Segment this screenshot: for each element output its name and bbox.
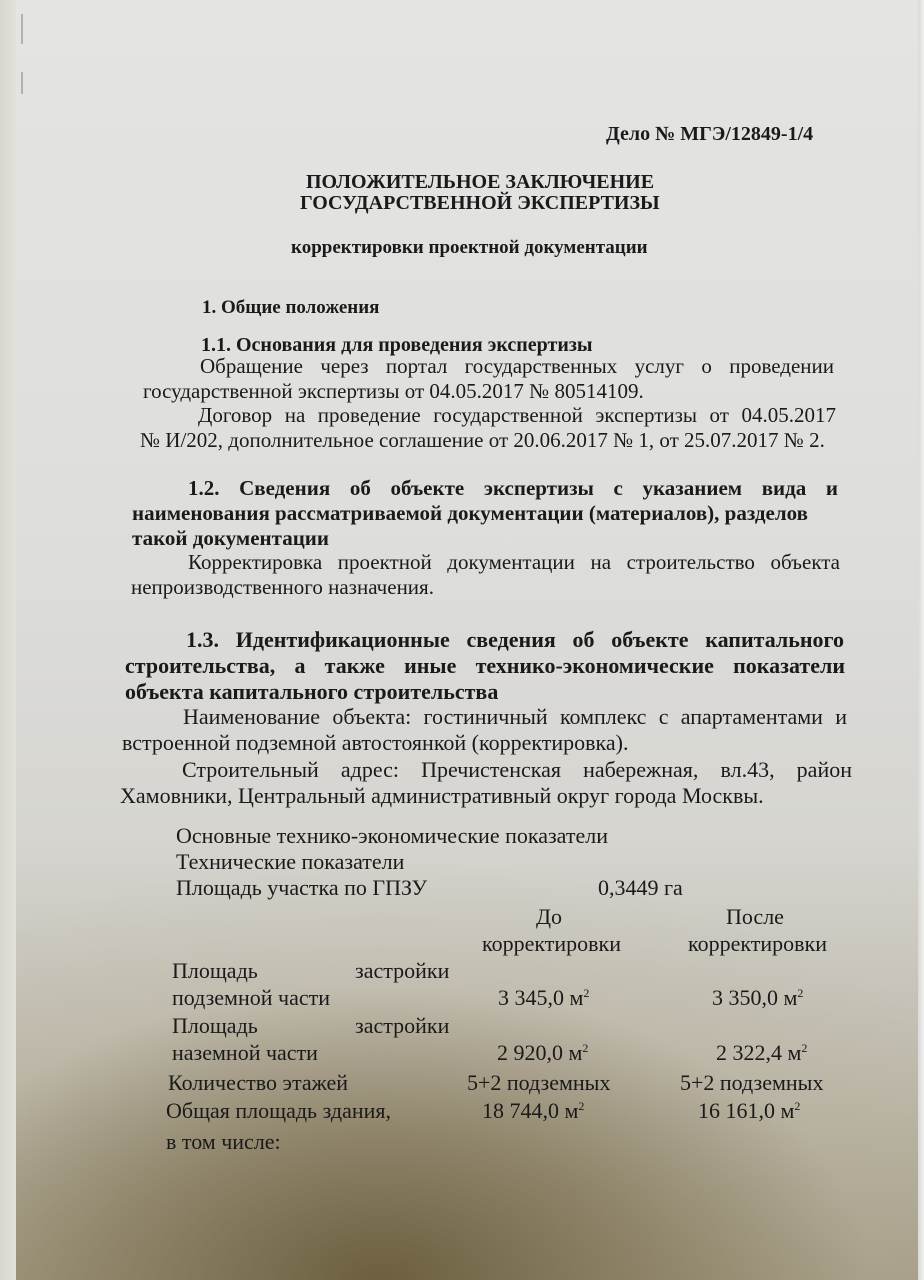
unit: м bbox=[787, 1040, 802, 1065]
paragraph: встроенной подземной автостоянкой (корректировка). bbox=[122, 730, 629, 755]
column-before-header: До bbox=[536, 904, 563, 929]
value: 3 350,0 bbox=[712, 985, 778, 1010]
row-label: Количество этажей bbox=[168, 1070, 349, 1095]
row-label: подземной части bbox=[172, 985, 331, 1010]
unit: м bbox=[564, 1098, 579, 1123]
row-label: в том числе: bbox=[166, 1129, 281, 1154]
paragraph: Хамовники, Центральный административный округ города Москвы. bbox=[120, 783, 764, 808]
section-1-2-heading: такой документации bbox=[132, 526, 329, 550]
column-after-header: корректировки bbox=[688, 931, 827, 956]
binding-mark bbox=[21, 72, 23, 94]
binding-mark bbox=[21, 14, 23, 44]
case-number: Дело № МГЭ/12849-1/4 bbox=[606, 123, 814, 145]
paragraph: Строительный адрес: Пречистенская набережная, вл.43, район bbox=[182, 757, 852, 782]
section-1-1-heading: 1.1. Основания для проведения экспертизы bbox=[201, 334, 593, 356]
section-1-heading: 1. Общие положения bbox=[202, 297, 380, 318]
unit-power: 2 bbox=[578, 1099, 585, 1113]
indicators-title: Основные технико-экономические показатели bbox=[176, 823, 609, 848]
indicators-subtitle: Технические показатели bbox=[176, 849, 405, 874]
unit: м bbox=[783, 985, 798, 1010]
row-value-after bbox=[716, 1040, 807, 1066]
unit-power: 2 bbox=[797, 986, 804, 1000]
column-after-header: После bbox=[726, 904, 784, 929]
section-1-3-heading: 1.3. Идентификационные сведения об объекте капитального bbox=[186, 627, 844, 652]
document-title-line1: ПОЛОЖИТЕЛЬНОЕ ЗАКЛЮЧЕНИЕ bbox=[306, 171, 655, 193]
row-value-before bbox=[498, 985, 589, 1011]
document-title-line2: ГОСУДАРСТВЕННОЙ ЭКСПЕРТИЗЫ bbox=[300, 192, 660, 214]
value: 18 744,0 bbox=[482, 1098, 559, 1123]
row-label: наземной части bbox=[172, 1040, 318, 1065]
row-value-before bbox=[482, 1098, 584, 1124]
section-1-2-heading: 1.2. Сведения об объекте экспертизы с указанием вида и bbox=[188, 476, 838, 500]
section-1-2-heading: наименования рассматриваемой документации (материалов), разделов bbox=[132, 501, 808, 525]
paragraph: непроизводственного назначения. bbox=[131, 575, 434, 599]
value: 2 920,0 bbox=[497, 1040, 563, 1065]
row-label: застройки bbox=[355, 958, 450, 983]
unit-power: 2 bbox=[582, 1041, 589, 1055]
row-label: Общая площадь здания, bbox=[166, 1098, 392, 1123]
document-subtitle: корректировки проектной документации bbox=[291, 237, 648, 258]
row-label: Площадь bbox=[172, 958, 258, 983]
paragraph: № И/202, дополнительное соглашение от 20.06.2017 № 1, от 25.07.2017 № 2. bbox=[140, 428, 825, 452]
site-area-label: Площадь участка по ГПЗУ bbox=[176, 875, 428, 900]
row-label: застройки bbox=[355, 1013, 450, 1038]
site-area-value: 0,3449 га bbox=[598, 875, 683, 900]
column-before-header: корректировки bbox=[482, 931, 621, 956]
paragraph: государственной экспертизы от 04.05.2017 № 80514109. bbox=[143, 379, 644, 403]
unit-power: 2 bbox=[801, 1041, 808, 1055]
paragraph: Корректировка проектной документации на строительство объекта bbox=[188, 550, 840, 574]
value: 2 322,4 bbox=[716, 1040, 782, 1065]
unit-power: 2 bbox=[583, 986, 590, 1000]
row-value-before bbox=[497, 1040, 588, 1066]
page-left-edge bbox=[0, 0, 16, 1280]
paragraph: Наименование объекта: гостиничный комплекс с апартаментами и bbox=[183, 704, 847, 729]
unit: м bbox=[569, 985, 584, 1010]
unit: м bbox=[780, 1098, 795, 1123]
row-value-after bbox=[712, 985, 803, 1011]
row-value-before: 5+2 подземных bbox=[467, 1070, 611, 1095]
page-right-edge bbox=[918, 0, 924, 1280]
section-1-3-heading: строительства, а также иные технико-экономические показатели bbox=[125, 653, 845, 678]
row-value-after bbox=[698, 1098, 800, 1124]
paragraph: Обращение через портал государственных услуг о проведении bbox=[200, 354, 834, 378]
unit-power: 2 bbox=[794, 1099, 801, 1113]
value: 16 161,0 bbox=[698, 1098, 775, 1123]
row-label: Площадь bbox=[172, 1013, 258, 1038]
value: 3 345,0 bbox=[498, 985, 564, 1010]
row-value-after: 5+2 подземных bbox=[680, 1070, 824, 1095]
paragraph: Договор на проведение государственной экспертизы от 04.05.2017 bbox=[198, 403, 836, 427]
section-1-3-heading: объекта капитального строительства bbox=[125, 679, 499, 704]
unit: м bbox=[568, 1040, 583, 1065]
